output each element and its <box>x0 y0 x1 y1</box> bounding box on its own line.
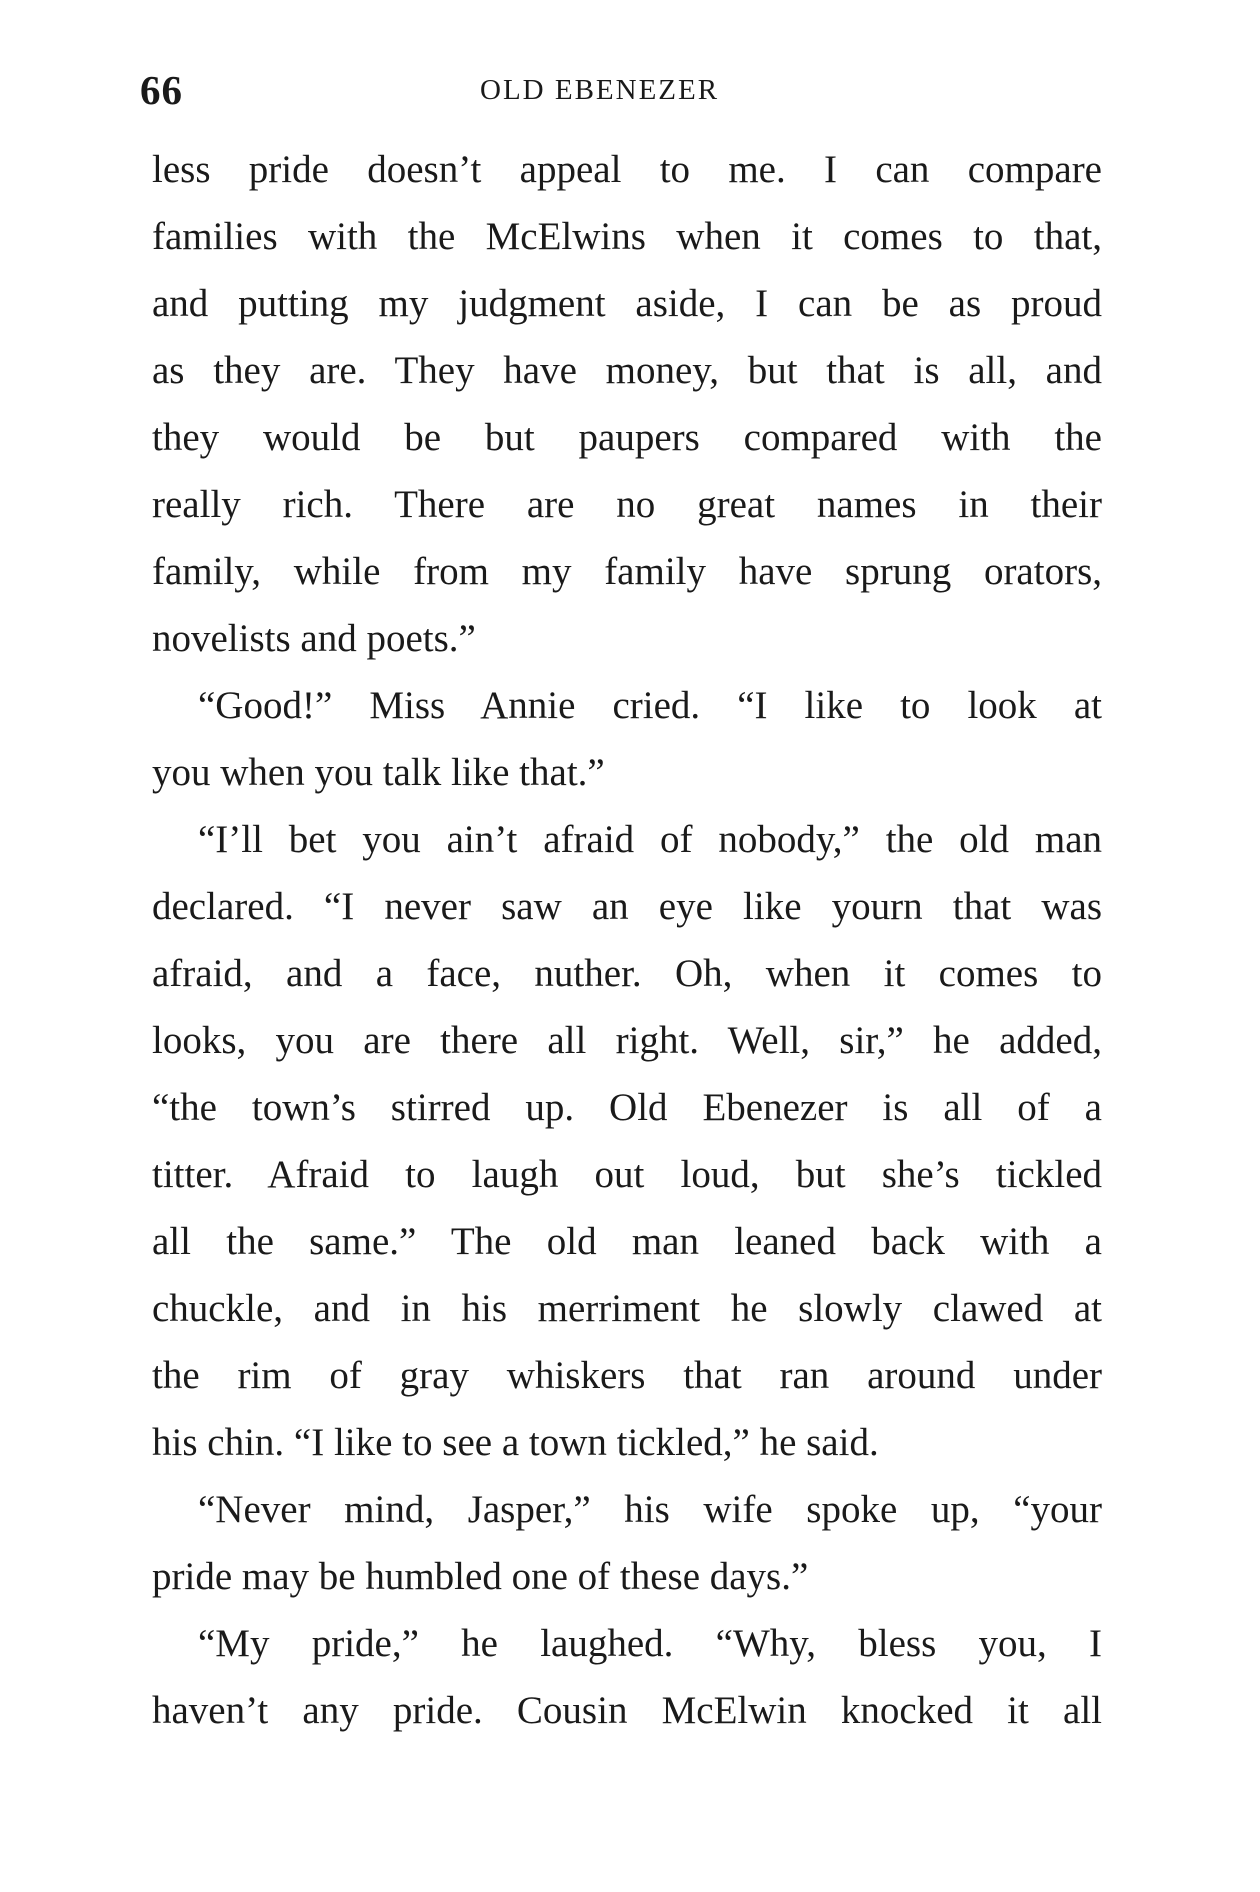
text-line: family, while from my family have sprung orators, <box>152 550 1102 593</box>
page-number: 66 <box>140 67 183 113</box>
text-line: the rim of gray whiskers that ran around under <box>152 1354 1102 1397</box>
text-line: titter. Afraid to laugh out loud, but she’s tickled <box>152 1153 1102 1196</box>
running-title: OLD EBENEZER <box>480 74 720 106</box>
paragraph <box>152 672 1102 806</box>
text-line: “My pride,” he laughed. “Why, bless you, I <box>198 1622 1102 1665</box>
text-line: looks, you are there all right. Well, sir,” he added, <box>152 1019 1102 1062</box>
text-line: declared. “I never saw an eye like yourn that was <box>152 885 1102 928</box>
text-line: “the town’s stirred up. Old Ebenezer is all of a <box>152 1086 1102 1129</box>
text-line: afraid, and a face, nuther. Oh, when it comes to <box>152 952 1102 995</box>
text-line: “Never mind, Jasper,” his wife spoke up, “your <box>198 1488 1102 1531</box>
paragraph <box>152 806 1102 1476</box>
text-line: really rich. There are no great names in their <box>152 483 1102 526</box>
paragraph <box>152 136 1102 672</box>
text-line: families with the McElwins when it comes to that, <box>152 215 1102 258</box>
paragraph <box>152 1476 1102 1610</box>
text-line: novelists and poets.” <box>152 617 476 660</box>
text-line: they would be but paupers compared with the <box>152 416 1102 459</box>
running-head <box>140 66 1100 114</box>
body-text <box>152 136 1102 1744</box>
text-line: all the same.” The old man leaned back with a <box>152 1220 1102 1263</box>
text-line: as they are. They have money, but that is all, and <box>152 349 1102 392</box>
text-line: and putting my judgment aside, I can be as proud <box>152 282 1102 325</box>
text-line: haven’t any pride. Cousin McElwin knocked it all <box>152 1689 1102 1732</box>
text-line: chuckle, and in his merriment he slowly clawed at <box>152 1287 1102 1330</box>
text-line: you when you talk like that.” <box>152 751 605 794</box>
paragraph <box>152 1610 1102 1744</box>
text-line: pride may be humbled one of these days.” <box>152 1555 809 1598</box>
text-line: his chin. “I like to see a town tickled,” he said. <box>152 1421 879 1464</box>
text-line: “Good!” Miss Annie cried. “I like to look at <box>198 684 1102 727</box>
text-line: “I’ll bet you ain’t afraid of nobody,” the old man <box>198 818 1102 861</box>
text-line: less pride doesn’t appeal to me. I can compare <box>152 148 1102 191</box>
